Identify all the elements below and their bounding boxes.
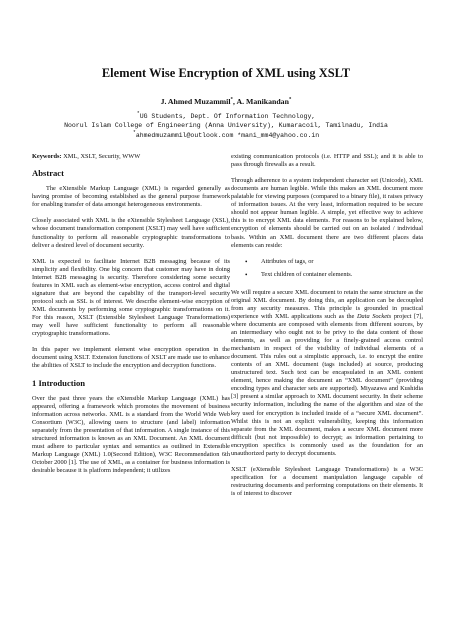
body-paragraph-1: existing communication protocols (i.e. HTTP and SSL); and it is able to pass through firewalls as a result. — [231, 153, 423, 169]
affiliation-line-1: *UG Students, Dept. Of Information Technology, — [136, 110, 316, 120]
author-1: J. Ahmed Muzammil — [160, 97, 231, 106]
keywords-label: Keywords: — [32, 153, 62, 160]
body-paragraph-3: We will require a secure XML document to retain the same structure as the original XML document. By doing this, an application can be decoupled from any security measures. This principle is grounded in practical experience with XML applications such as the Data Sockets project [7], where documents are composed with elements from different sources, by an intermediary who ought not to be privy to the data content of those elements, as well as providing for a finely-grained access control mechanism in respect of the visibility of individual elements of a document. This rules out a simplistic approach, i.e. to encrypt the entire contents of an XML document (tags included) at source, producing unstructured text. Such text can be encapsulated in an XML content element, hence making the document an “XML document” (providing encoding types and character sets are supported). Miyazawa and Kushidia [3] present a similar approach to XML document security. In their scheme security information, including the name of the algorithm and size of the key used for encryption is included inside of a “secure XML document”. Whilst this is not an explicit vulnerability, keeping this information separate from the XML document, makes a secure XML document more difficult (but not impossible) to decrypt; as information pertaining to encryption specifics is commonly used as the foundation for an unauthorized party to decrypt documents. — [231, 288, 423, 457]
abstract-paragraph-4: In this paper we implement element wise encryption operation in the document using XSLT. Extension functions of XSLT are made use to enhance the abilities of XSLT to include the encryption and decryption functions. — [32, 346, 230, 370]
list-item: • Text children of container elements. — [231, 271, 423, 279]
paper-title: Element Wise Encryption of XML using XSLT — [101, 66, 351, 80]
author-separator: , — [233, 97, 237, 106]
introduction-heading: 1 Introduction — [32, 377, 86, 388]
author-1-mark: * — [230, 97, 234, 103]
body-paragraph-4: XSLT (eXtensible Stylesheet Language Transformations) is a W3C specification for a document manipulation language capable of restructuring documents and performing computations on their elements. It is of interest to discover — [231, 465, 423, 498]
left-column — [32, 153, 230, 483]
affiliation-line-3: *ahmedmuzammil@outlook.com *mani_mm4@yahoo.co.in — [132, 129, 320, 139]
list-item: • Attributes of tags, or — [231, 258, 423, 266]
project-name: Data Sockets — [356, 312, 392, 320]
affiliation-mark-1: * — [136, 110, 140, 117]
affiliation-line-2: Noorul Islam College of Engineering (Anna University), Kumaracoil, Tamilnadu, India — [64, 122, 388, 130]
body-paragraph-2: Through adherence to a system independent character set (Unicode), XML documents are human legible. While this makes an XML document more palatable for viewing purposes (compared to a binary file), it raises privacy of information issues. At the very least, information required to be secure should not appear human legible. A simple, yet effective way to achieve this is to encrypt XML data elements. For reasons to be explained below, encryption of elements should be carried out on an isolated / individual basis. Within an XML document there are two different places data elements can reside: — [231, 177, 423, 249]
abstract-paragraph-2: Closely associated with XML is the eXtensible Stylesheet Language (XSL), whose document transformation component (XSLT) may well have sufficient functionality to perform all reasonable cryptographic transformations to deliver a desired level of document security. — [32, 217, 230, 249]
abstract-heading: Abstract — [32, 168, 64, 179]
author-line — [0, 97, 452, 106]
affiliation-block — [0, 112, 452, 140]
introduction-paragraph-1: Over the past three years the eXtensible Markup Language (XML) has appeared, offering a framework which promotes the movement of business information across networks. XML is a standard from the World Wide Web Consortium (W3C), allowing users to structure (and label) information separately from the presentation of that information. A single instance of this structured information is known as an XML Document. An XML document must adhere to particular syntax and semantics as outlined in Extensible Markup Language (XML) 1.0(Second Edition), W3C Recommendation 6th October 2000 [1]. The use of XML, as a container for business information is desirable because it is platform independent; it utilizes — [32, 394, 230, 474]
abstract-paragraph-3: XML is expected to facilitate Internet B2B messaging because of its simplicity and flexibility. One big concern that customer may have in doing Internet B2B messaging is security. Therefore considering some security features in XML such as element-wise encryption, access control and digital signature that are beyond the capability of the transport-level security protocol such as SSL is of interest. We describe element-wise encryption of XML documents by performing some cryptographic transformations on it. For this reason, XSLT (Extensible Stylesheet Language Transformations) may well have sufficient functionality to perform all reasonable cryptographic transformations. — [32, 257, 230, 338]
keywords — [32, 153, 230, 161]
affiliation-mark-3: * — [132, 129, 136, 136]
author-2-mark: * — [288, 97, 292, 103]
abstract-paragraph-1: The eXtensible Markup Language (XML) is regarded generally as having promise of becoming established as the general purpose framework for enabling transfer of data amongst heterogeneous environments. — [32, 185, 230, 209]
data-locations-list — [231, 258, 423, 279]
keywords-text: XML, XSLT, Security, WWW — [63, 153, 141, 160]
right-column — [231, 153, 423, 506]
author-2: A. Manikandan — [236, 97, 289, 106]
